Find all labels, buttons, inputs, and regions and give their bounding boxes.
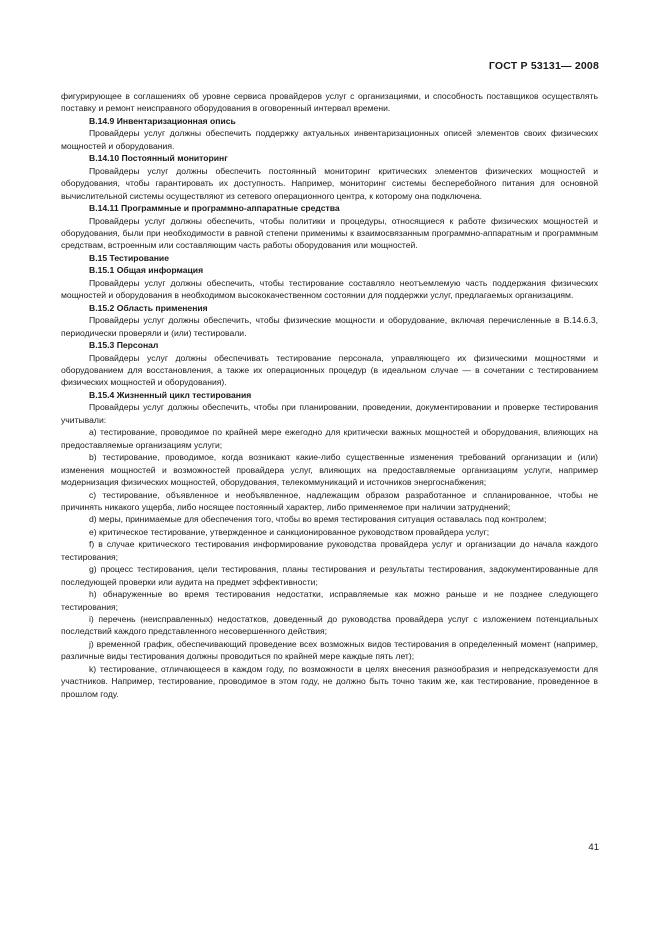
list-item-e: е) критическое тестирование, утвержденное и санкционированное руководством провайдера услуг;	[89, 526, 490, 537]
paragraph: Провайдеры услуг должны обеспечить, чтобы тестирование составляло неотъемлемую часть поддержания физических мощностей и оборудования в необходимом высококачественном состоянии для поддержки услуг, предлагаемых организациям.	[61, 277, 598, 301]
section-heading-b-15-3: В.15.3 Персонал	[89, 340, 159, 351]
paragraph: Провайдеры услуг должны обеспечить постоянный мониторинг критических элементов физических мощностей и оборудования, чтобы гарантировать их доступность. Например, мониторинг системы бесперебойного питания для основной вычислительной системы осуществляют из сетевого операционного центра, к которому она подключена.	[61, 165, 598, 201]
list-item-b: b) тестирование, проводимое, когда возникают какие-либо существенные изменения требований организации и (или) изменения мощностей и возможностей провайдера услуг, влияющих на предоставляемые организациям услуги, например модернизация физических мощностей, оборудования, телекоммуникаций и источников энергоснабжения;	[61, 452, 598, 488]
paragraph: Провайдеры услуг должны обеспечивать тестирование персонала, управляющего их физическими мощностями и оборудованием для восстановления, а также их операционных процедур (в идеальном случае — в сочетании с тестированием физических мощностей и оборудования).	[61, 352, 598, 388]
section-heading-b-14-10: В.14.10 Постоянный мониторинг	[89, 153, 228, 164]
paragraph-continuation: фигурирующее в соглашениях об уровне сервиса провайдеров услуг с организациями, и способность поставщиков осуществлять поставку и ремонт неисправного оборудования в оговоренный интервал времени.	[61, 91, 598, 114]
paragraph: Провайдеры услуг должны обеспечить, чтобы при планировании, проведении, документировании и проверке тестирования учитывали:	[61, 402, 598, 425]
paragraph: Провайдеры услуг должны обеспечить, чтобы физические мощности и оборудование, включая перечисленные в В.14.6.3, периодически проверяли и (или) тестировали.	[61, 315, 598, 338]
section-heading-b-15-4: В.15.4 Жизненный цикл тестирования	[89, 389, 252, 400]
paragraph: Провайдеры услуг должны обеспечить, чтобы политики и процедуры, относящиеся к работе физических мощностей и оборудования, были при необходимости в равной степени применимы к взаимосвязанным программно-аппаратным и программным средствам, встроенным или составляющим часть работы оборудования или мощностей.	[61, 215, 598, 251]
document-body	[61, 90, 598, 700]
list-item-j: j) временной график, обеспечивающий проведение всех возможных видов тестирования в определенный момент (например, различные виды тестирования должны проводиться по крайней мере каждые пять лет);	[61, 638, 598, 662]
list-item-d: d) меры, принимаемые для обеспечения того, чтобы во время тестирования ситуация оставалась под контролем;	[89, 514, 547, 525]
list-item-h: h) обнаруженные во время тестирования недостатки, исправляемые как можно раньше и не позднее следующего тестирования;	[61, 589, 598, 612]
list-item-c: с) тестирование, объявленное и необъявленное, надлежащим образом разработанное и спланированное, чтобы не причинять никакого ущерба, либо носящее постоянный характер, либо применяемое при наличии затруднений;	[61, 489, 598, 512]
list-item-f: f) в случае критического тестирования информирование руководства провайдера услуг и организации до начала каждого тестирования;	[61, 539, 598, 562]
page-number: 41	[588, 842, 599, 853]
section-heading-b-15-1: В.15.1 Общая информация	[89, 265, 204, 276]
list-item-g: g) процесс тестирования, цели тестирования, планы тестирования и результаты тестирования, задокументированные для последующей проверки или аудита на предмет эффективности;	[61, 564, 598, 587]
section-heading-b-15: В.15 Тестирование	[89, 252, 169, 263]
standard-header: ГОСТ Р 53131— 2008	[488, 60, 599, 72]
paragraph: Провайдеры услуг должны обеспечить поддержку актуальных инвентаризационных описей элементов своих физических мощностей и оборудования.	[61, 128, 598, 151]
list-item-i: i) перечень (неисправленных) недостатков, доведенный до руководства провайдера услуг с изложением потенциальных последствий каждого представленного несовершенного действия;	[61, 614, 598, 637]
section-heading-b-14-11: В.14.11 Программные и программно-аппаратные средства	[89, 203, 340, 214]
list-item-a: а) тестирование, проводимое по крайней мере ежегодно для критически важных мощностей и оборудования, влияющих на предоставляемые организациям услуги;	[61, 427, 598, 450]
list-item-k: k) тестирование, отличающееся в каждом году, по возможности в целях внесения разнообразия и непредсказуемости для участников. Например, тестирование, проводимое в этом году, не должно быть точно таким же, как тестирование, проведенное в прошлом году.	[61, 663, 598, 699]
section-heading-b-15-2: В.15.2 Область применения	[89, 302, 208, 313]
section-heading-b-14-9: В.14.9 Инвентаризационная опись	[89, 115, 236, 126]
